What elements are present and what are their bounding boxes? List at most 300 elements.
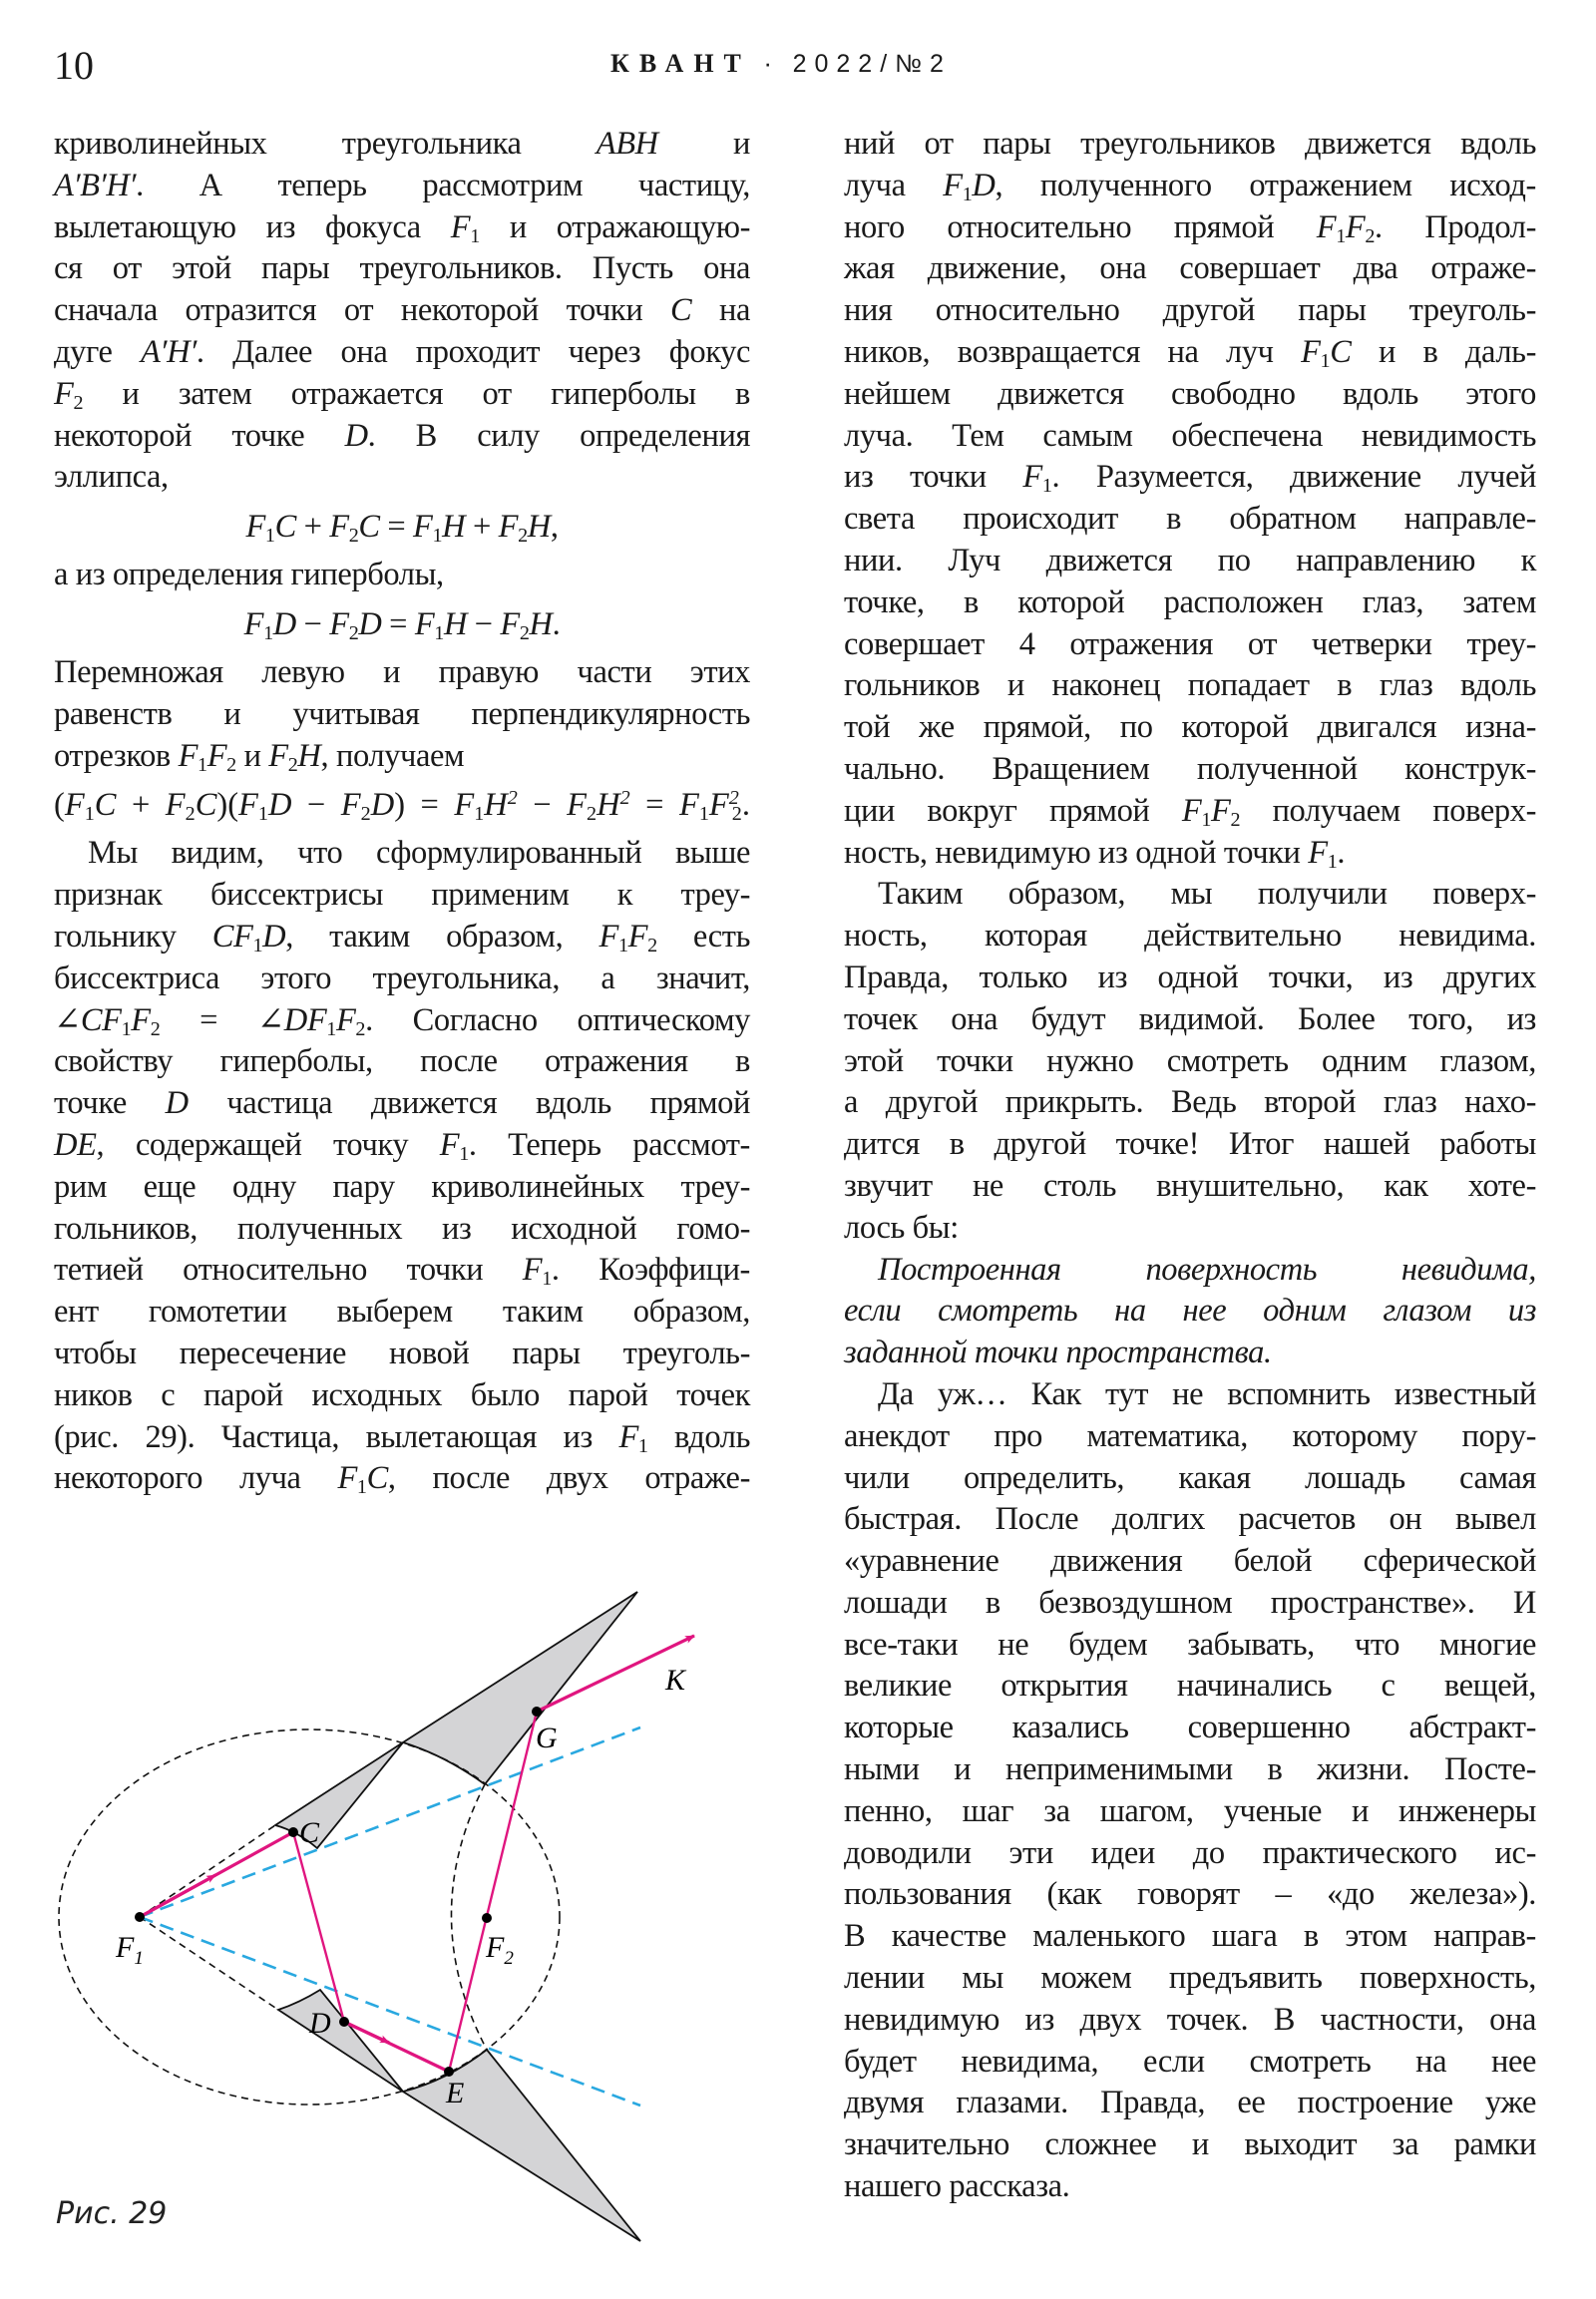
text-run: Построенная поверхность невидима, [878, 1251, 1536, 1288]
text-run: есть [656, 918, 750, 955]
point-f1 [135, 1912, 145, 1922]
math-base: F [598, 918, 618, 955]
text-run: . Разумеется, движение лучей [1051, 459, 1537, 496]
text-line [844, 2124, 1536, 2166]
text-line [844, 2083, 1536, 2124]
math-base: ABH [596, 126, 658, 162]
math-subscript: 2 [287, 753, 298, 776]
math-symbol [522, 1252, 552, 1291]
text-run: ников, возвращается на луч [844, 333, 1302, 370]
text-line [54, 694, 750, 736]
math-subscript: 1 [637, 1434, 648, 1457]
math-base: F [165, 787, 186, 824]
math-subscript: 1 [1041, 475, 1052, 498]
math-subscript: 2 [348, 622, 359, 644]
math-base: F [1301, 333, 1321, 370]
text-run: быстрая. После долгих расчетов он вывел [844, 1501, 1536, 1538]
math-symbol [444, 606, 467, 642]
math-base: C [1330, 333, 1352, 370]
text-line [844, 499, 1536, 541]
text-run: этой точки нужно смотреть одним глазом, [844, 1042, 1536, 1079]
text-line [844, 374, 1536, 416]
math-subscript: 2 [647, 934, 657, 957]
math-symbol [337, 1460, 367, 1499]
math-base: F [1345, 208, 1366, 245]
math-symbol [371, 787, 394, 823]
math-base: F [708, 787, 729, 824]
math-symbol [345, 418, 368, 454]
point-g [532, 1707, 542, 1717]
text-run: пенно, шаг за шагом, ученые и инженеры [844, 1792, 1536, 1829]
math-symbol [54, 1127, 97, 1163]
text-line [844, 2166, 1536, 2208]
text-line [844, 1374, 1536, 1416]
math-base: D [344, 417, 368, 454]
text-line [54, 736, 750, 778]
text-run: − [517, 787, 568, 824]
text-line [54, 248, 750, 290]
math-subscript: 1 [198, 753, 207, 776]
text-run: некоторой точке [54, 417, 345, 454]
math-symbol [451, 209, 480, 245]
text-run: анекдот про математика, которому пору- [844, 1417, 1536, 1454]
text-line [844, 1291, 1536, 1333]
math-symbol [484, 787, 518, 823]
math-base: F [178, 737, 199, 774]
math-base: F [454, 787, 475, 824]
math-symbol [165, 787, 196, 826]
running-head [610, 48, 952, 79]
math-superscript: 2 [507, 787, 518, 810]
math-base: F [206, 737, 227, 774]
text-run: ность, невидимую из одной точки [844, 834, 1309, 871]
math-symbol [1308, 835, 1337, 871]
text-line [844, 1541, 1536, 1583]
text-run: , таким образом, [285, 918, 599, 955]
hyperbola-branch [451, 1784, 487, 2050]
math-base: C [670, 292, 692, 329]
math-symbol [440, 1127, 469, 1163]
math-symbol [212, 919, 262, 955]
math-base: C [195, 787, 217, 824]
math-symbol [262, 919, 285, 955]
math-base: F [340, 787, 361, 824]
math-base: F [337, 1460, 357, 1497]
text-run: и [657, 126, 751, 162]
math-subscript: 1 [121, 1017, 132, 1040]
text-line [844, 874, 1536, 916]
text-run: )( [216, 787, 239, 824]
label-d: D [309, 2007, 331, 2040]
math-base: D [165, 1085, 189, 1122]
math-base: C [358, 509, 380, 546]
formula [54, 777, 750, 833]
text-run: ний от пары треугольников движется вдоль [844, 126, 1536, 162]
math-symbol [64, 787, 95, 826]
formula [54, 596, 750, 652]
text-line [844, 207, 1536, 249]
text-run: криволинейных треугольника [54, 126, 597, 162]
text-run: , содержащей точку [96, 1126, 440, 1163]
text-line [844, 1625, 1536, 1667]
text-line [844, 290, 1536, 332]
text-line [54, 166, 750, 207]
text-line [54, 416, 750, 458]
text-line [844, 1874, 1536, 1916]
text-run: ными и неприменимыми в жизни. Посте- [844, 1751, 1536, 1788]
text-line [54, 124, 750, 166]
text-run: (рис. 29). Частица, вылетающая из [54, 1418, 619, 1455]
math-subscript: 1 [264, 525, 275, 548]
math-subscript: 1 [1201, 808, 1211, 831]
text-line [844, 1166, 1536, 1208]
point-d [339, 2017, 349, 2027]
text-line [54, 1000, 750, 1042]
text-run: ность, которая действительно невидима. [844, 918, 1536, 955]
math-subscript: 2 [360, 803, 371, 826]
math-symbol [268, 787, 291, 823]
text-run: а другой прикрыть. Ведь второй глаз нахо- [844, 1084, 1536, 1121]
text-run: Да уж… Как тут не вспомнить известный [878, 1375, 1536, 1412]
text-run: и в даль- [1351, 333, 1536, 370]
text-line [54, 290, 750, 332]
text-line [844, 1749, 1536, 1791]
text-run: свойству гиперболы, после отражения в [54, 1043, 750, 1080]
math-symbol [670, 292, 691, 328]
text-run: звучит не столь внушительно, как хоте- [844, 1167, 1536, 1204]
math-symbol [141, 334, 197, 370]
math-subscript: 2 [731, 803, 742, 826]
math-symbol [275, 509, 296, 545]
text-run: совершает 4 отражения от четверки треу- [844, 625, 1536, 662]
math-base: F [1181, 792, 1202, 829]
math-symbol [442, 509, 465, 545]
text-line [844, 416, 1536, 458]
text-run: вылетающую из фокуса [54, 208, 451, 245]
figure-caption: Рис. 29 [56, 2196, 168, 2231]
text-line [844, 457, 1536, 499]
text-line [844, 332, 1536, 374]
text-run: ния относительно другой пары треуголь- [844, 292, 1536, 329]
math-symbol [678, 787, 709, 826]
text-run: точке, в которой расположен глаз, затем [844, 583, 1536, 620]
text-line [844, 166, 1536, 207]
text-line [844, 1499, 1536, 1541]
text-line [54, 652, 750, 694]
math-base: F [268, 737, 288, 774]
math-symbol [297, 738, 320, 774]
point-c [288, 1827, 298, 1837]
math-base: F [943, 167, 963, 203]
math-base: CF [211, 918, 253, 955]
text-line [54, 1125, 750, 1167]
text-run: той же прямой, по которой двигался изна- [844, 709, 1536, 746]
text-line [844, 665, 1536, 707]
math-subscript: 2 [1230, 808, 1241, 831]
text-run: если смотреть на нее одним глазом из [844, 1293, 1536, 1330]
text-run: лошади в безвоздушном пространстве». И [844, 1584, 1536, 1621]
text-run: лось бы: [844, 1209, 959, 1246]
text-run: эллипса, [54, 459, 169, 496]
text-run: = [379, 509, 414, 546]
text-line [844, 1208, 1536, 1250]
text-line [54, 1041, 750, 1083]
text-run: точек она будут видимой. Более того, из [844, 1000, 1536, 1037]
text-run: . [1337, 834, 1346, 871]
text-run: из точки [844, 459, 1023, 496]
text-run: ного относительно прямой [844, 208, 1317, 245]
text-run: двумя глазами. Правда, ее построение уже [844, 2085, 1536, 2121]
text-run: Таким образом, мы получили поверх- [878, 876, 1536, 913]
math-symbol [268, 738, 297, 774]
math-symbol [1182, 793, 1211, 829]
text-run: биссектриса этого треугольника, а значит, [54, 959, 750, 996]
text-run: ции вокруг прямой [844, 792, 1182, 829]
math-subscript: 1 [434, 622, 444, 644]
text-line [54, 1083, 750, 1125]
math-symbol [972, 168, 995, 203]
math-symbol [131, 1002, 160, 1038]
math-base: H [529, 605, 553, 642]
figure-diagram [0, 1556, 798, 2294]
math-base: F [64, 787, 85, 824]
text-line [54, 1458, 750, 1500]
text-line [844, 1666, 1536, 1708]
math-base: F [245, 509, 265, 546]
text-run: , получаем [320, 737, 465, 774]
math-base: F [1316, 208, 1337, 245]
math-symbol [273, 606, 296, 642]
text-line [844, 1333, 1536, 1374]
math-symbol [54, 376, 83, 412]
label-g: G [536, 1722, 558, 1754]
text-run: чили определить, какая лошадь самая [844, 1459, 1536, 1496]
math-subscript: 1 [263, 622, 273, 644]
math-base: A′H′ [140, 333, 197, 370]
text-run: = ∠ [160, 1001, 284, 1038]
math-symbol [1301, 333, 1331, 373]
text-line [54, 1292, 750, 1334]
point-e [444, 2067, 454, 2077]
text-line [844, 1124, 1536, 1166]
math-base: F [335, 1001, 356, 1038]
text-line [844, 1958, 1536, 2000]
text-line [54, 332, 750, 374]
text-run: + [465, 509, 499, 546]
text-line [844, 749, 1536, 791]
math-base: C [274, 509, 296, 546]
text-line [844, 833, 1536, 875]
math-superscript: 2 [619, 787, 630, 810]
text-run: луча. Тем самым обеспечена невидимость [844, 417, 1536, 454]
text-run: нейшем движется свободно вдоль этого [844, 375, 1536, 412]
math-symbol [1317, 209, 1346, 245]
text-run: . Продол- [1375, 208, 1536, 245]
text-run: + [295, 509, 330, 546]
math-base: D [358, 605, 382, 642]
math-subscript: 1 [617, 934, 628, 957]
math-subscript: 1 [252, 934, 263, 957]
text-run: «уравнение движения белой сферической [844, 1543, 1536, 1580]
math-subscript: 2 [355, 1017, 366, 1040]
text-run: ) = [394, 787, 455, 824]
math-subscript: 2 [150, 1017, 161, 1040]
text-run: и [235, 737, 269, 774]
math-base: F [618, 1418, 638, 1455]
text-line [844, 1041, 1536, 1083]
math-base: H [442, 509, 466, 546]
text-line [54, 1167, 750, 1209]
text-line [844, 541, 1536, 582]
text-line [844, 707, 1536, 749]
math-symbol [597, 126, 658, 162]
math-symbol [598, 919, 627, 955]
text-run: . Далее она проходит через фокус [196, 333, 751, 370]
math-symbol [358, 509, 379, 545]
left-column [54, 124, 750, 1500]
math-symbol [1211, 793, 1240, 829]
math-base: F [131, 1001, 151, 1038]
math-base: F [439, 1126, 460, 1163]
math-subscript: 1 [257, 803, 268, 826]
math-symbol [196, 787, 217, 823]
ray-f1-c-arrow [140, 1875, 215, 1917]
text-run: точке [54, 1085, 166, 1122]
text-run: . А теперь рассмотрим частицу, [136, 167, 750, 203]
text-run: , [550, 509, 559, 546]
f1-lower-boundary [140, 1917, 278, 2010]
text-run: ся от этой пары треугольников. Пусть она [54, 250, 750, 287]
text-line [844, 958, 1536, 999]
text-run: ент гомотетии выберем таким образом, [54, 1294, 750, 1331]
text-run: заданной точки пространства. [844, 1335, 1272, 1371]
math-symbol [413, 509, 443, 548]
text-line [54, 457, 750, 499]
text-run: все-таки не будем забывать, что многие [844, 1626, 1536, 1663]
text-line [844, 916, 1536, 958]
text-line [54, 1375, 750, 1417]
math-symbol [81, 1002, 131, 1038]
text-run: рим еще одну пару криволинейных треу- [54, 1168, 750, 1205]
math-subscript: 2 [185, 803, 196, 826]
math-base: F [238, 787, 258, 824]
text-run: признак биссектрисы применим к треу- [54, 877, 750, 914]
text-run: Правда, только из одной точки, из других [844, 958, 1536, 995]
label-f1: $F_1$ [116, 1931, 144, 1969]
math-symbol [54, 168, 136, 203]
math-base: F [627, 918, 648, 955]
text-run: − [291, 787, 341, 824]
math-subscript: 1 [698, 803, 709, 826]
math-base: H [297, 737, 321, 774]
math-base: F [414, 605, 435, 642]
text-run: . Согласно оптическому [365, 1001, 750, 1038]
math-base: F [567, 787, 587, 824]
text-run: а из определения гиперболы, [54, 557, 444, 593]
text-run: = [381, 605, 415, 642]
math-subscript: 1 [326, 1017, 336, 1040]
magazine-name: КВАНТ [610, 49, 751, 78]
text-run: . В силу определения [367, 417, 750, 454]
math-subscript: 1 [542, 1268, 552, 1291]
math-symbol [367, 1460, 388, 1496]
math-symbol [943, 168, 972, 203]
math-base: C [94, 787, 117, 824]
text-run: ников с парой исходных было парой точек [54, 1376, 750, 1413]
text-line [844, 791, 1536, 833]
math-symbol [336, 1002, 365, 1038]
math-subscript: 2 [1365, 224, 1376, 247]
text-run: нашего рассказа. [844, 2168, 1070, 2205]
text-run: значительно сложнее и выходит за рамки [844, 2126, 1536, 2163]
math-base: F [329, 509, 349, 546]
figure-29 [0, 1556, 798, 2294]
text-run: гольников и наконец попадает в глаз вдоль [844, 667, 1536, 704]
upper-large-triangle [403, 1592, 637, 1784]
math-symbol [358, 606, 381, 642]
text-run: луча [844, 167, 944, 203]
text-line [844, 248, 1536, 290]
text-run: дится в другой точке! Итог нашей работы [844, 1126, 1536, 1163]
math-subscript: 1 [474, 803, 485, 826]
text-run: − [467, 605, 501, 642]
math-symbol [1022, 459, 1052, 498]
text-line [844, 1416, 1536, 1458]
text-line [54, 1334, 750, 1375]
label-e: E [446, 2077, 465, 2109]
label-c: C [299, 1816, 320, 1849]
text-run: Перемножая левую и правую части этих [54, 653, 750, 690]
math-symbol [528, 509, 551, 545]
text-run: чально. Вращением полученной конструк- [844, 750, 1536, 787]
math-subscript: 2 [348, 525, 359, 548]
math-subscript: 1 [962, 183, 973, 205]
text-line [844, 1583, 1536, 1625]
math-symbol [179, 738, 207, 774]
text-run: , после двух отраже- [387, 1460, 750, 1497]
math-base: A′B′H′ [54, 167, 137, 203]
text-run: . [741, 787, 750, 824]
text-run: некоторого луча [54, 1460, 338, 1497]
math-subscript: 2 [73, 391, 84, 414]
text-line [844, 1791, 1536, 1833]
text-line [54, 958, 750, 1000]
text-run: жая движение, она совершает два отраже- [844, 250, 1536, 287]
math-subscript: 1 [470, 224, 480, 247]
math-base: DE [54, 1126, 97, 1163]
math-symbol [340, 787, 371, 826]
math-symbol [415, 606, 444, 642]
text-run: чтобы пересечение новой пары треуголь- [54, 1335, 750, 1371]
math-subscript: 1 [459, 1142, 469, 1165]
math-base: F [500, 605, 520, 642]
text-run: будет невидима, если смотреть на нее [844, 2043, 1536, 2080]
math-base: C [366, 1460, 388, 1497]
text-line [844, 1833, 1536, 1875]
math-base: F [329, 605, 349, 642]
math-base: F [450, 208, 471, 245]
math-base: F [1211, 792, 1231, 829]
math-subscript: 1 [1336, 224, 1346, 247]
math-symbol [530, 606, 553, 642]
math-subscript: 2 [226, 753, 236, 776]
math-base: D [262, 918, 286, 955]
math-symbol [500, 606, 529, 642]
text-run: получаем поверх- [1240, 792, 1536, 829]
text-run: на [691, 292, 751, 329]
math-subscript: 1 [432, 525, 443, 548]
text-line [844, 2000, 1536, 2042]
